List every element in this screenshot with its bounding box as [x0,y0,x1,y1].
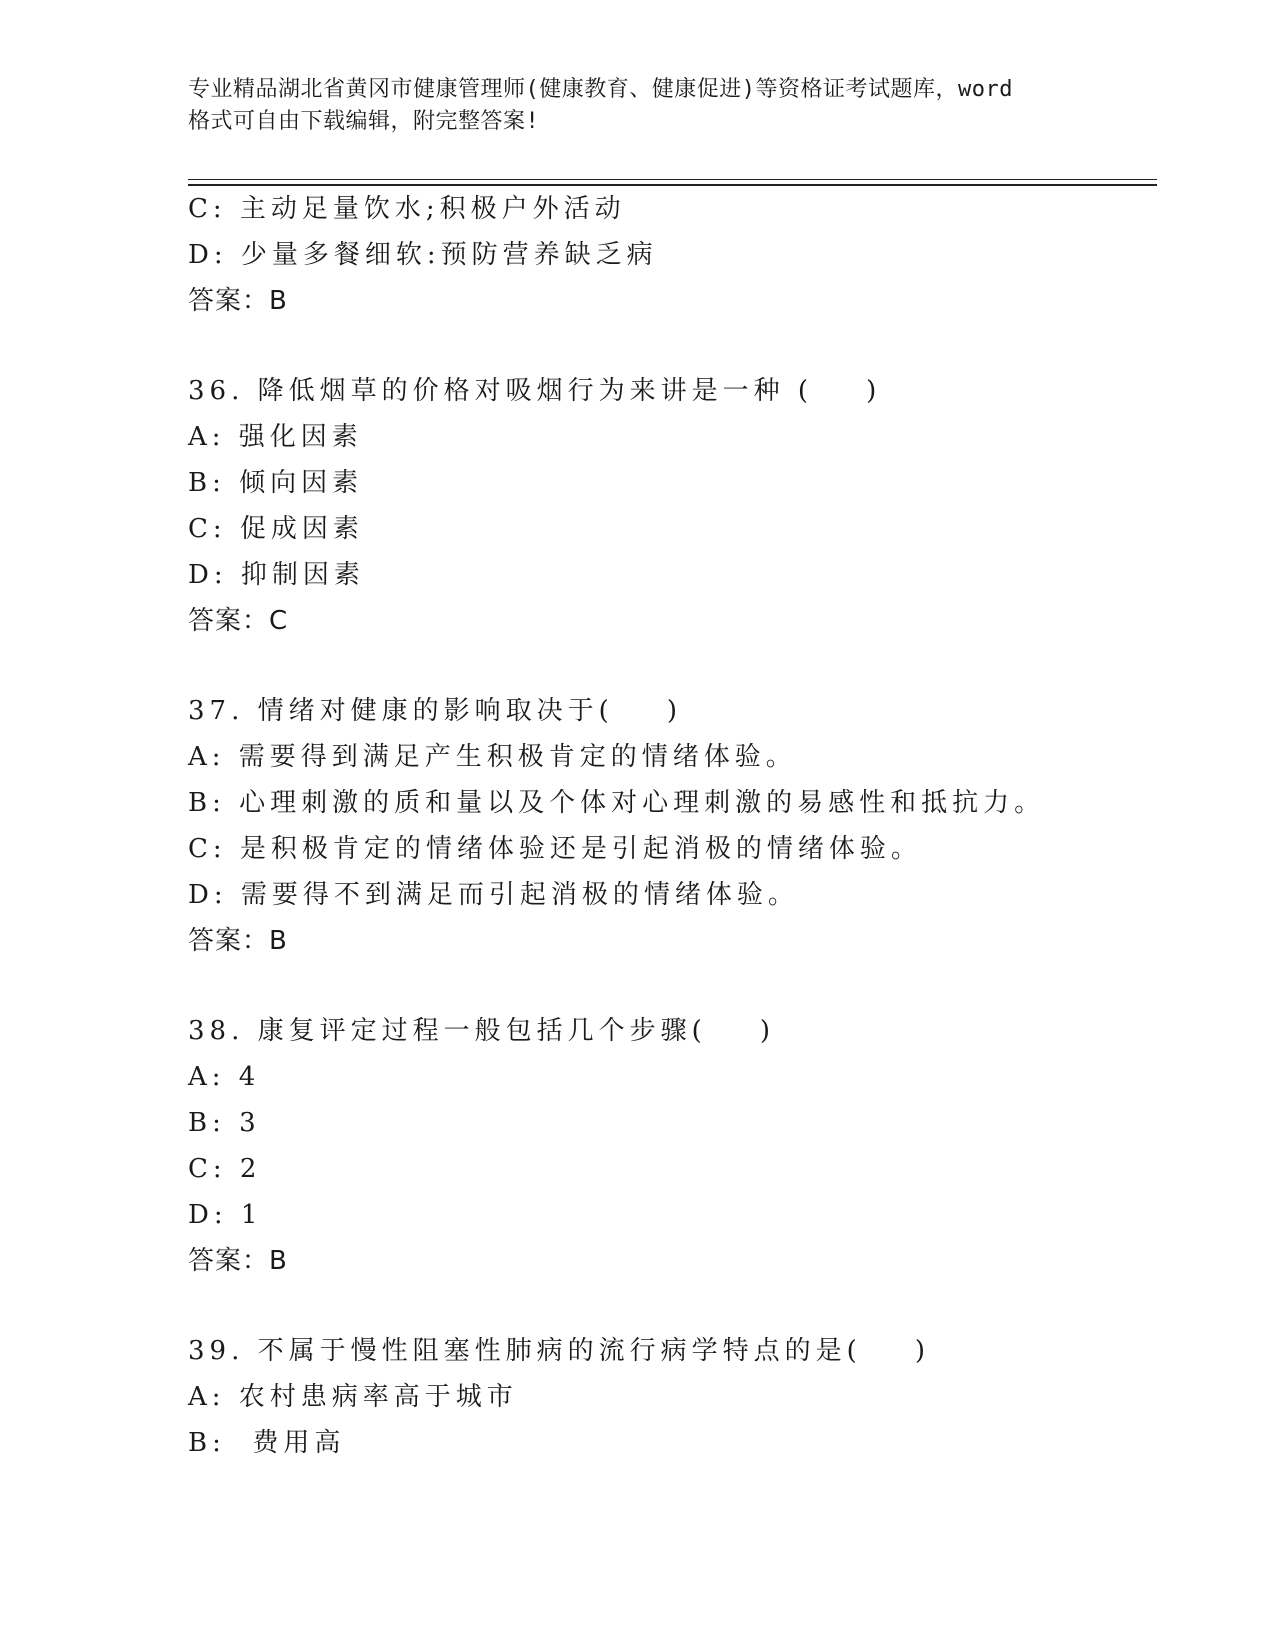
question-39 [188,1328,1148,1466]
question-stem: 38. 康复评定过程一般包括几个步骤( ) [188,1016,775,1046]
question-continued [188,186,1148,324]
option-a: A: 需要得到满足产生积极肯定的情绪体验。 [188,742,797,772]
option-a: A: 农村患病率高于城市 [188,1382,518,1412]
header-line-1: 专业精品湖北省黄冈市健康管理师(健康教育、健康促进)等资格证考试题库，word [188,77,1013,102]
question-36 [188,368,1148,644]
header-line-2: 格式可自由下载编辑，附完整答案! [188,109,540,134]
option-d: D: 少量多餐细软:预防营养缺乏病 [188,240,658,270]
answer-line: 答案：C [188,606,289,636]
option-c: C: 2 [188,1154,262,1184]
option-b: B: 费用高 [188,1428,346,1458]
option-d: D: 需要得不到满足而引起消极的情绪体验。 [188,880,799,910]
answer-line: 答案：B [188,1246,288,1276]
question-stem: 39. 不属于慢性阻塞性肺病的流行病学特点的是( ) [188,1336,930,1366]
option-b: B: 3 [188,1108,261,1138]
option-c: C: 是积极肯定的情绪体验还是引起消极的情绪体验。 [188,834,922,864]
question-37 [188,688,1148,964]
question-stem: 36. 降低烟草的价格对吸烟行为来讲是一种 ( ) [188,376,882,406]
question-38 [188,1008,1148,1284]
option-a: A: 4 [188,1062,261,1092]
option-b: B: 倾向因素 [188,468,364,498]
option-c: C: 促成因素 [188,514,364,544]
question-stem: 37. 情绪对健康的影响取决于( ) [188,696,682,726]
option-d: D: 1 [188,1200,263,1230]
answer-line: 答案：B [188,926,288,956]
option-b: B: 心理刺激的质和量以及个体对心理刺激的易感性和抵抗力。 [188,788,1046,818]
option-c: C: 主动足量饮水;积极户外活动 [188,194,626,224]
answer-line: 答案：B [188,286,288,316]
option-d: D: 抑制因素 [188,560,365,590]
question-list [188,186,1148,1466]
option-a: A: 强化因素 [188,422,363,452]
document-header [188,74,1088,138]
header-divider-thin [188,179,1157,180]
